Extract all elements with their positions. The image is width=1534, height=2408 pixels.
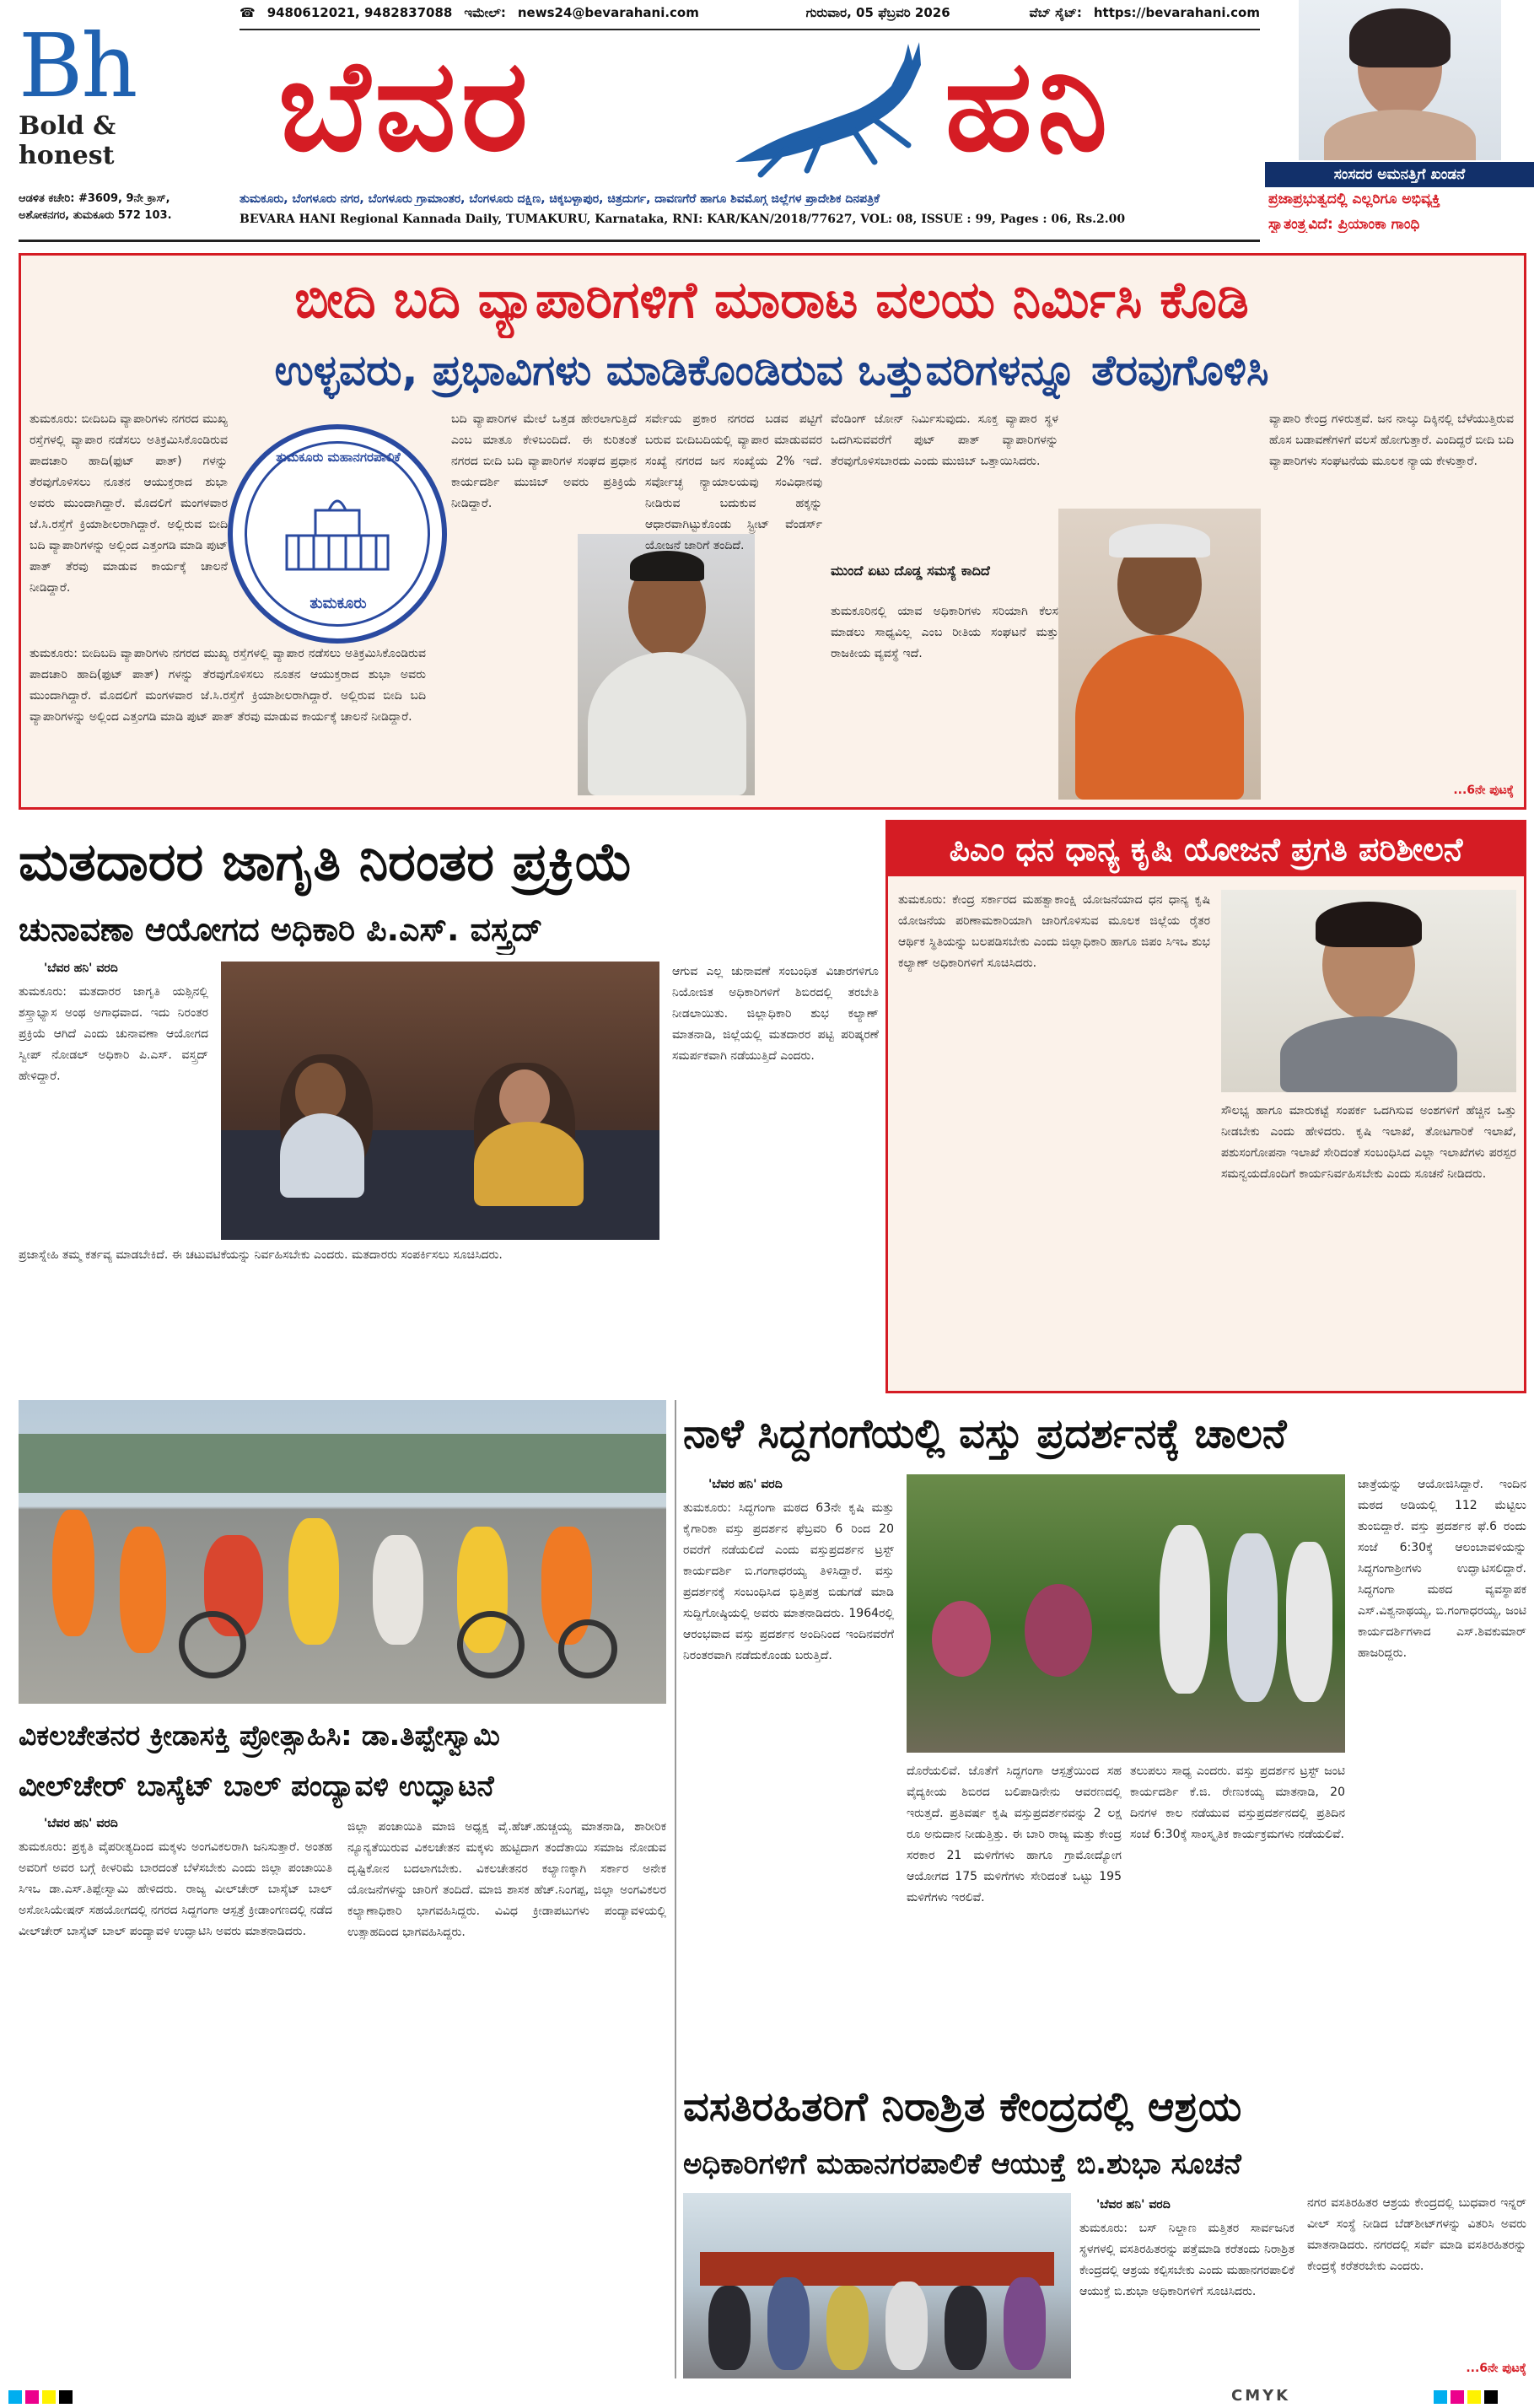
wheelchair-column-1: ತುಮಕೂರು: ಪ್ರಕೃತಿ ವೈಪರೀತ್ಯದಿಂದ ಮಕ್ಕಳು ಅಂಗವಿಕಲರಾಗಿ ಜನಿಸುತ್ತಾರೆ. ಅಂತಹ ಅವರಿಗೆ ಅವರ ಬಗ್ಗೆ ಕೀಳರಿಮೆ ಬಾರದಂತೆ ಬೆಳೆಸಬೇಕು ಎಂದು ಜಿಲ್ಲಾ ಪಂಚಾಯಿತಿ ಸಿಇಒ ಡಾ.ಎಸ್.ತಿಪ್ಪೇಸ್ವಾಮಿ ಹೇಳಿದರು. ರಾಜ್ಯ ವೀಲ್‌ಚೇರ್ ಬಾಸ್ಕೆಟ್ ಬಾಲ್ ಅಸೋಸಿಯೇಷನ್ ಸಹಯೋಗದಲ್ಲಿ ನಗರದ ಸಿದ್ದಗಂಗಾ ಆಸ್ಪತ್ರೆ ಕ್ರೀಡಾಂಗಣದಲ್ಲಿ ನಡೆದ ವೀಲ್‌ಚೇರ್ ಬಾಸ್ಕೆಟ್ ಬಾಲ್ ಪಂದ್ಯಾವಳಿ ಉದ್ಘಾಟಿಸಿ ಅವರು ಮಾತನಾಡಿದರು. <box>19 1840 332 1938</box>
lead-column-4b: ತುಮಕೂರಿನಲ್ಲಿ ಯಾವ ಅಧಿಕಾರಿಗಳು ಸರಿಯಾಗಿ ಕೆಲಸ ಮಾಡಲು ಸಾಧ್ಯವಿಲ್ಲ ಎಂಬ ರೀತಿಯ ಸಂಘಟನೆ ಮತ್ತು ರಾಜಕೀಯ ವ್ಯವಸ್ಥೆ ಇದೆ. <box>831 605 1058 660</box>
shelter-byline: 'ಬೆವರ ಹನಿ' ವರದಿ <box>1096 2198 1171 2211</box>
wheelchair-headline[interactable]: ವಿಕಲಚೇತನರ ಕ್ರೀಡಾಸಕ್ತಿ ಪ್ರೋತ್ಸಾಹಿಸಿ: ಡಾ.ತಿಪ್ಪೇಸ್ವಾಮಿ <box>19 1719 500 1752</box>
wheelchair-subhead: ವೀಲ್‌ಚೇರ್ ಬಾಸ್ಕೆಟ್ ಬಾಲ್ ಪಂದ್ಯಾವಳಿ ಉದ್ಘಾಟನೆ <box>19 1770 494 1803</box>
shelter-column-2: ನಗರ ವಸತಿರಹಿತರ ಆಶ್ರಯ ಕೇಂದ್ರದಲ್ಲಿ ಬುಧವಾರ ಇನ್ನರ್ ವೀಲ್ ಸಂಸ್ಥೆ ನೀಡಿದ ಬೆಡ್‌ಶೀಟ್‌ಗಳನ್ನು ವಿತರಿಸಿ ಅವರು ಮಾತನಾಡಿದರು. ನಗರದಲ್ಲಿ ಸರ್ವೆ ಮಾಡಿ ವಸತಿರಹಿತರನ್ನು ಕೇಂದ್ರಕ್ಕೆ ಕರೆತರಬೇಕು ಎಂದರು. <box>1307 2196 1526 2273</box>
shelter-column-1: ತುಮಕೂರು: ಬಸ್ ನಿಲ್ದಾಣ ಮತ್ತಿತರ ಸಾರ್ವಜನಿಕ ಸ್ಥಳಗಳಲ್ಲಿ ವಸತಿರಹಿತರನ್ನು ಪತ್ತೆಮಾಡಿ ಕರೆತಂದು ನಿರಾಶ್ರಿತ ಕೇಂದ್ರದಲ್ಲಿ ಆಶ್ರಯ ಕಲ್ಪಿಸಬೇಕು ಎಂದು ಮಹಾನಗರಪಾಲಿಕೆ ಆಯುಕ್ತೆ ಬಿ.ಶುಭಾ ಅಧಿಕಾರಿಗಳಿಗೆ ಸೂಚಿಸಿದರು. <box>1079 2222 1294 2298</box>
siddaganga-story[interactable] <box>683 1400 1526 2075</box>
seal-text-top: ತುಮಕೂರು ಮಹಾನಗರಪಾಲಿಕೆ <box>276 450 401 465</box>
address-block <box>19 191 229 224</box>
wheelchair-column-2: ಜಿಲ್ಲಾ ಪಂಚಾಯಿತಿ ಮಾಜಿ ಅಧ್ಯಕ್ಷ ವೈ.ಹೆಚ್.ಹುಚ್ಚಯ್ಯ ಮಾತನಾಡಿ, ಶಾರೀರಿಕ ನ್ಯೂನ್ಯತೆಯಿರುವ ವಿಕಲಚೇತನ ಮಕ್ಕಳು ಹುಟ್ಟಿದಾಗ ತಂದೆತಾಯಿ ಸಮಾಜ ನೋಡುವ ದೃಷ್ಟಿಕೋನ ಬದಲಾಗಬೇಕು. ವಿಕಲಚೇತನರ ಕಲ್ಯಾಣಕ್ಕಾಗಿ ಸರ್ಕಾರ ಅನೇಕ ಯೋಜನೆಗಳನ್ನು ಜಾರಿಗೆ ತಂದಿದೆ. ಮಾಜಿ ಶಾಸಕ ಹೆಚ್.ನಿಂಗಪ್ಪ, ಜಿಲ್ಲಾ ಅಂಗವಿಕಲರ ಕಲ್ಯಾಣಾಧಿಕಾರಿ ಭಾಗವಹಿಸಿದ್ದರು. ವಿವಿಧ ಕ್ರೀಡಾಪಟುಗಳು ಪಂದ್ಯಾವಳಿಯಲ್ಲಿ ಉತ್ಸಾಹದಿಂದ ಭಾಗವಹಿಸಿದ್ದರು. <box>347 1820 666 1939</box>
wheelchair-story[interactable] <box>19 1712 666 2378</box>
voter-byline: 'ಬೆವರ ಹನಿ' ವರದಿ <box>44 962 118 975</box>
deer-logo-icon <box>727 35 938 179</box>
city-corporation-seal <box>228 424 447 644</box>
lead-subhead: ಉಳ್ಳವರು, ಪ್ರಭಾವಿಗಳು ಮಾಡಿಕೊಂಡಿರುವ ಒತ್ತುವರಿಗಳನ್ನೂ ತೆರವುಗೊಳಿಸಿ <box>274 346 1269 395</box>
pm-scheme-headline[interactable]: ಪಿಎಂ ಧನ ಧಾನ್ಯ ಕೃಷಿ ಯೋಜನೆ ಪ್ರಗತಿ ಪರಿಶೀಲನೆ <box>888 822 1524 876</box>
lead-column-2: ಬದಿ ವ್ಯಾಪಾರಿಗಳ ಮೇಲೆ ಒತ್ತಡ ಹೇರಲಾಗುತ್ತಿದೆ ಎಂಬ ಮಾತೂ ಕೇಳಿಬಂದಿದೆ. ಈ ಕುರಿತಂತೆ ನಗರದ ಬೀದಿ ಬದಿ ವ್ಯಾಪಾರಿಗಳ ಸಂಘದ ಪ್ರಧಾನ ಕಾರ್ಯದರ್ಶಿ ಮುಜಿಬ್ ಅವರು ಪ್ರತಿಕ್ರಿಯೆ ನೀಡಿದ್ದಾರೆ. <box>451 412 637 510</box>
voter-column-1: ತುಮಕೂರು: ಮತದಾರರ ಜಾಗೃತಿ ಯಶ್ಸಿನಲ್ಲಿ ಶಸ್ತ್ರಾಭ್ಯಾಸ ಅಂಥ ಅಗಾಧವಾದ. ಇದು ನಿರಂತರ ಪ್ರಕ್ರಿಯೆ ಆಗಿದೆ ಎಂದು ಚುನಾವಣಾ ಆಯೋಗದ ಸ್ವೀಪ್ ನೋಡಲ್ ಅಧಿಕಾರಿ ಪಿ.ಎಸ್. ವಸ್ತ್ರದ್ ಹೇಳಿದ್ದಾರೆ. <box>19 985 208 1083</box>
masthead <box>0 0 1534 245</box>
siddaganga-column-3: ತಲುಪಲು ಸಾಧ್ಯ ಎಂದರು. ವಸ್ತು ಪ್ರದರ್ಶನ ಟ್ರಸ್ಟ್ ಜಂಟಿ ಕಾರ್ಯದರ್ಶಿ ಕೆ.ಜಿ. ರೇಣುಕಯ್ಯ ಮಾತನಾಡಿ, 20 ದಿನಗಳ ಕಾಲ ನಡೆಯುವ ವಸ್ತುಪ್ರದರ್ಶನದಲ್ಲಿ ಪ್ರತಿದಿನ ಸಂಜೆ 6:30ಕ್ಕೆ ಸಾಂಸ್ಕೃತಿಕ ಕಾರ್ಯಕ್ರಮಗಳು ನಡೆಯಲಿವೆ. <box>1130 1764 1345 1841</box>
pm-scheme-photo <box>1221 890 1516 1092</box>
logo-tagline: Bold & honest <box>19 111 116 170</box>
regions-line: ತುಮಕೂರು, ಬೆಂಗಳೂರು ನಗರ, ಬೆಂಗಳೂರು ಗ್ರಾಮಾಂತರ, ಬೆಂಗಳೂರು ದಕ್ಷಿಣ, ಚಿಕ್ಕಬಳ್ಳಾಪುರ, ಚಿತ್ರದುರ್ಗ, ದಾವಣಗೆರೆ ಹಾಗೂ ಶಿವಮೊಗ್ಗ ಜಿಲ್ಲೆಗಳ ಪ್ರಾದೇಶಿಕ ದಿನಪತ್ರಿಕೆ <box>240 192 880 206</box>
seal-building-icon <box>282 485 393 578</box>
contact-bar <box>240 5 1260 27</box>
lead-side-head: ಮುಂದೆ ಏಟು ದೊಡ್ಡ ಸಮಸ್ಯೆ ಕಾದಿದೆ <box>831 563 990 579</box>
pm-scheme-column-1: ತುಮಕೂರು: ಕೇಂದ್ರ ಸರ್ಕಾರದ ಮಹತ್ವಾಕಾಂಕ್ಷಿ ಯೋಜನೆಯಾದ ಧನ ಧಾನ್ಯ ಕೃಷಿ ಯೋಜನೆಯ ಪರಿಣಾಮಕಾರಿಯಾಗಿ ಜಾರಿಗೊಳಿಸುವ ಮೂಲಕ ಜಿಲ್ಲೆಯ ರೈತರ ಆರ್ಥಿಕ ಸ್ಥಿತಿಯನ್ನು ಬಲಪಡಿಸಬೇಕು ಎಂದು ಜಿಲ್ಲಾಧಿಕಾರಿ ಹಾಗೂ ಜಿಪಂ ಸಿಇಒ ಶುಭ ಕಲ್ಯಾಣ್ ಅಧಿಕಾರಿಗಳಿಗೆ ಸೂಚಿಸಿದರು. <box>898 893 1210 970</box>
wheelchair-byline: 'ಬೆವರ ಹನಿ' ವರದಿ <box>44 1817 118 1830</box>
shelter-headline[interactable]: ವಸತಿರಹಿತರಿಗೆ ನಿರಾಶ್ರಿತ ಕೇಂದ್ರದಲ್ಲಿ ಆಶ್ರಯ <box>683 2083 1242 2131</box>
issue-date: ಗುರುವಾರ, 05 ಫೆಬ್ರವರಿ 2026 <box>805 5 950 20</box>
voter-photo <box>221 962 659 1240</box>
lead-column-1b: ತುಮಕೂರು: ಬೀದಿಬದಿ ವ್ಯಾಪಾರಿಗಳು ನಗರದ ಮುಖ್ಯ ರಸ್ತೆಗಳಲ್ಲಿ ವ್ಯಾಪಾರ ನಡೆಸಲು ಅತಿಕ್ರಮಿಸಿಕೊಂಡಿರುವ ಪಾದಚಾರಿ ಹಾದಿ(ಫುಟ್ ಪಾತ್) ಗಳನ್ನು ತೆರವುಗೊಳಿಸಲು ನೂತನ ಆಯುಕ್ತರಾದ ಶುಭಾ ಅವರು ಮುಂದಾಗಿದ್ದಾರೆ. ಮೊದಲಿಗೆ ಮಂಗಳವಾರ ಜೆ.ಸಿ.ರಸ್ತೆಗೆ ಕ್ರಿಯಾಶೀಲರಾಗಿದ್ದಾರೆ. ಅಲ್ಲಿರುವ ಬೀದಿ ಬದಿ ವ್ಯಾಪಾರಿಗಳನ್ನು ಅಲ್ಲಿಂದ ಎತ್ತಂಗಡಿ ಮಾಡಿ ಪುಟ್ ಪಾತ್ ತೆರವು ಮಾಡುವ ಕಾರ್ಯಕ್ಕೆ ಚಾಲನೆ ನೀಡಿದ್ದಾರೆ. <box>30 647 426 724</box>
print-registration-bar <box>0 2385 1534 2408</box>
siddaganga-column-1: ತುಮಕೂರು: ಸಿದ್ಧಗಂಗಾ ಮಠದ 63ನೇ ಕೃಷಿ ಮತ್ತು ಕೈಗಾರಿಕಾ ವಸ್ತು ಪ್ರದರ್ಶನ ಫೆಬ್ರವರಿ 6 ರಿಂದ 20 ರವರೆಗೆ ನಡೆಯಲಿದೆ ಎಂದು ವಸ್ತುಪ್ರದರ್ಶನ ಟ್ರಸ್ಟ್ ಕಾರ್ಯದರ್ಶಿ ಬಿ.ಗಂಗಾಧರಯ್ಯ ತಿಳಿಸಿದ್ದಾರೆ. ವಸ್ತು ಪ್ರದರ್ಶನಕ್ಕೆ ಸಂಬಂಧಿಸಿದ ಭಿತ್ತಿಪತ್ರ ಬಿಡುಗಡೆ ಮಾಡಿ ಸುದ್ದಿಗೋಷ್ಠಿಯಲ್ಲಿ ಅವರು ಮಾತನಾಡಿದರು. 1964ರಲ್ಲಿ ಆರಂಭವಾದ ವಸ್ತು ಪ್ರದರ್ಶನ ಅಂದಿನಿಂದ ಇಂದಿನವರೆಗೆ ನಿರಂತರವಾಗಿ ನಡೆದುಕೊಂಡು ಬರುತ್ತಿದೆ. <box>683 1501 894 1662</box>
promo-line-2: ಸ್ವಾತಂತ್ರ್ಯವಿದೆ: ಪ್ರಿಯಾಂಕಾ ಗಾಂಧಿ <box>1268 216 1420 233</box>
logo-letters: Bh <box>19 14 137 117</box>
website-label: ವೆಬ್ ಸೈಟ್: <box>1029 5 1082 20</box>
address-line-2: ಅಶೋಕನಗರ, ತುಮಕೂರು 572 103. <box>19 209 172 222</box>
lead-headline[interactable]: ಬೀದಿ ಬದಿ ವ್ಯಾಪಾರಿಗಳಿಗೆ ಮಾರಾಟ ವಲಯ ನಿರ್ಮಿಸಿ ಕೊಡಿ <box>294 271 1249 330</box>
shelter-continued[interactable]: ...6ನೇ ಪುಟಕ್ಕೆ <box>1466 2362 1526 2375</box>
lead-story[interactable] <box>19 253 1526 810</box>
phone-icon: ☎ <box>240 5 256 20</box>
voter-story[interactable] <box>19 820 879 1385</box>
siddaganga-column-2: ದೊರೆಯಲಿವೆ. ಜೊತೆಗೆ ಸಿದ್ಧಗಂಗಾ ಆಸ್ಪತ್ರೆಯಿಂದ ಸಹ ವೈದ್ಯಕೀಯ ಶಿಬಿರದ ಬಲಿಪಾಡಿನೇನು ಆವರಣದಲ್ಲಿ ಇರುತ್ತದೆ. ಪ್ರತಿವರ್ಷ ಕೃಷಿ ವಸ್ತುಪ್ರದರ್ಶನವನ್ನು 2 ಲಕ್ಷ ರೂ ಅನುದಾನ ನೀಡುತ್ತಿತ್ತು. ಈ ಬಾರಿ ರಾಜ್ಯ ಮತ್ತು ಕೇಂದ್ರ ಸರಕಾರ 21 ಮಳಿಗೆಗಳು ಹಾಗೂ ಗ್ರಾಮೋದ್ಯೋಗ ಆಯೋಗದ 175 ಮಳಿಗೆಗಳು ಸೇರಿದಂತೆ ಒಟ್ಟು 195 ಮಳಿಗೆಗಳು ಇರಲಿವೆ. <box>907 1764 1122 1904</box>
paper-title-right: ಹನಿ <box>945 33 1113 180</box>
promo-photo <box>1299 0 1501 160</box>
promo-line-1: ಪ್ರಜಾಪ್ರಭುತ್ವದಲ್ಲಿ ಎಲ್ಲರಿಗೂ ಅಭಿವ್ಯಕ್ತಿ <box>1268 191 1440 207</box>
logo <box>19 15 219 175</box>
lead-photo-woman <box>1058 509 1261 800</box>
address-line-1: ಆಡಳಿತ ಕಚೇರಿ: #3609, 9ನೇ ಕ್ರಾಸ್, <box>19 192 170 205</box>
pm-scheme-column-2: ಸೌಲಭ್ಯ ಹಾಗೂ ಮಾರುಕಟ್ಟೆ ಸಂಪರ್ಕ ಒದಗಿಸುವ ಅಂಶಗಳಿಗೆ ಹೆಚ್ಚಿನ ಒತ್ತು ನೀಡಬೇಕು ಎಂದು ಹೇಳಿದರು. ಕೃಷಿ ಇಲಾಖೆ, ತೋಟಗಾರಿಕೆ ಇಲಾಖೆ, ಪಶುಸಂಗೋಪನಾ ಇಲಾಖೆ ಸೇರಿದಂತೆ ಸಂಬಂಧಿಸಿದ ಎಲ್ಲಾ ಇಲಾಖೆಗಳು ಪರಸ್ಪರ ಸಮನ್ವಯದೊಂದಿಗೆ ಕಾರ್ಯನಿರ್ವಹಿಸಬೇಕು ಎಂದು ಸೂಚನೆ ನೀಡಿದರು. <box>1221 1104 1516 1181</box>
voter-headline[interactable]: ಮತದಾರರ ಜಾಗೃತಿ ನಿರಂತರ ಪ್ರಕ್ರಿಯೆ <box>19 831 633 892</box>
lead-column-5: ವ್ಯಾಪಾರಿ ಕೇಂದ್ರ ಗಳಿರುತ್ತವೆ. ಜನ ನಾಲ್ಕು ದಿಕ್ಕಿನಲ್ಲಿ ಬೆಳೆಯುತ್ತಿರುವ ಹೊಸ ಬಡಾವಣೆಗಳಿಗೆ ವಲಸೆ ಹೋಗುತ್ತಾರೆ. ಎಂದಿದ್ದರೆ ಬೀದಿ ಬದಿ ವ್ಯಾಪಾರಿಗಳು ಸಂಘಟನೆಯ ಮೂಲಕ ನ್ಯಾಯ ಕೇಳುತ್ತಾರೆ. <box>1269 412 1514 468</box>
voter-column-2: ಆಗುವ ಎಲ್ಲ ಚುನಾವಣೆ ಸಂಬಂಧಿತ ವಿಚಾರಗಳಿಗೂ ನಿಯೋಜಿತ ಅಧಿಕಾರಿಗಳಿಗೆ ಶಿಬಿರದಲ್ಲಿ ತರಬೇತಿ ನೀಡಲಾಯಿತು. ಜಿಲ್ಲಾಧಿಕಾರಿ ಶುಭ ಕಲ್ಯಾಣ್ ಮಾತನಾಡಿ, ಜಿಲ್ಲೆಯಲ್ಲಿ ಮತದಾರರ ಪಟ್ಟಿ ಪರಿಷ್ಕರಣೆ ಸಮರ್ಪಕವಾಗಿ ನಡೆಯುತ್ತಿದೆ ಎಂದರು. <box>672 965 879 1063</box>
pm-scheme-story[interactable] <box>885 820 1526 1393</box>
siddaganga-headline[interactable]: ನಾಳೆ ಸಿದ್ದಗಂಗೆಯಲ್ಲಿ ವಸ್ತು ಪ್ರದರ್ಶನಕ್ಕೆ ಚಾಲನೆ <box>683 1410 1287 1457</box>
shelter-photo <box>683 2193 1071 2378</box>
promo-box[interactable] <box>1265 0 1534 245</box>
siddaganga-column-4: ಜಾತ್ರೆಯನ್ನು ಆಯೋಜಿಸಿದ್ದಾರೆ. ಇಂದಿನ ಮಠದ ಅಡಿಯಲ್ಲಿ 112 ಮೆಟ್ಟಿಲು ತುಂಬಿದ್ದಾರೆ. ವಸ್ತು ಪ್ರದರ್ಶನ ಫೆ.6 ರಂದು ಸಂಜೆ 6:30ಕ್ಕೆ ಆಲಂಬಾವಳಿಯನ್ನು ಸಿದ್ಧಗಂಗಾಶ್ರೀಗಳು ಉದ್ಘಾಟಿಸಲಿದ್ದಾರೆ. ಸಿದ್ಧಗಂಗಾ ಮಠದ ವ್ಯವಸ್ಥಾಪಕ ಎಸ್.ವಿಶ್ವನಾಥಯ್ಯ, ಬಿ.ಗಂಗಾಧರಯ್ಯ, ಜಂಟಿ ಕಾರ್ಯದರ್ಶಿಗಳಾದ ಎಸ್.ಶಿವಕುಮಾರ್ ಹಾಜರಿದ್ದರು. <box>1358 1478 1526 1660</box>
siddaganga-photo <box>907 1474 1345 1753</box>
seal-text-bottom: ತುಮಕೂರು <box>309 595 367 612</box>
lead-column-1: ತುಮಕೂರು: ಬೀದಿಬದಿ ವ್ಯಾಪಾರಿಗಳು ನಗರದ ಮುಖ್ಯ ರಸ್ತೆಗಳಲ್ಲಿ ವ್ಯಾಪಾರ ನಡೆಸಲು ಅತಿಕ್ರಮಿಸಿಕೊಂಡಿರುವ ಪಾದಚಾರಿ ಹಾದಿ(ಫುಟ್ ಪಾತ್) ಗಳನ್ನು ತೆರವುಗೊಳಿಸಲು ನೂತನ ಆಯುಕ್ತರಾದ ಶುಭಾ ಅವರು ಮುಂದಾಗಿದ್ದಾರೆ. ಮೊದಲಿಗೆ ಮಂಗಳವಾರ ಜೆ.ಸಿ.ರಸ್ತೆಗೆ ಕ್ರಿಯಾಶೀಲರಾಗಿದ್ದಾರೆ. ಅಲ್ಲಿರುವ ಬೀದಿ ಬದಿ ವ್ಯಾಪಾರಿಗಳನ್ನು ಅಲ್ಲಿಂದ ಎತ್ತಂಗಡಿ ಮಾಡಿ ಪುಟ್ ಪಾತ್ ತೆರವು ಮಾಡುವ ಕಾರ್ಯಕ್ಕೆ ಚಾಲನೆ ನೀಡಿದ್ದಾರೆ. <box>30 412 228 595</box>
paper-title-left: ಬೆವರ <box>278 33 534 180</box>
registration-line: BEVARA HANI Regional Kannada Daily, TUMAKURU, Karnataka, RNI: KAR/KAN/2018/77627, VOL: 08, ISSUE : 99, Pages : 06, Rs.2.00 <box>240 213 1126 226</box>
voter-subhead: ಚುನಾವಣಾ ಆಯೋಗದ ಅಧಿಕಾರಿ ಪಿ.ಎಸ್. ವಸ್ತ್ರದ್ <box>19 911 543 948</box>
email-label: ಇಮೇಲ್: <box>464 5 506 20</box>
wheelchair-photo <box>19 1400 666 1704</box>
website-link[interactable]: https://bevarahani.com <box>1093 5 1260 20</box>
shelter-subhead: ಅಧಿಕಾರಿಗಳಿಗೆ ಮಹಾನಗರಪಾಲಿಕೆ ಆಯುಕ್ತೆ ಬಿ.ಶುಭಾ ಸೂಚನೆ <box>683 2147 1241 2181</box>
promo-title-bar: ಸಂಸದರ ಅಮನತ್ತಿಗೆ ಖಂಡನೆ <box>1265 162 1534 187</box>
lead-continued[interactable]: ...6ನೇ ಪುಟಕ್ಕೆ <box>1453 784 1514 797</box>
contact-email[interactable]: news24@bevarahani.com <box>517 5 699 20</box>
shelter-story[interactable] <box>683 2075 1526 2378</box>
voter-under-photo: ಪ್ರಜಾಸ್ನೇಹಿ ತಮ್ಮ ಕರ್ತವ್ಯ ಮಾಡಬೇಕಿದೆ. ಈ ಚಟುವಟಿಕೆಯನ್ನು ನಿರ್ವಹಿಸಬೇಕು ಎಂದರು. ಮತದಾರರು ಸಂಪರ್ಕಿಸಲು ಸೂಚಿಸಿದರು. <box>19 1248 503 1262</box>
lead-column-3: ಸರ್ವೇಯ ಪ್ರಕಾರ ನಗರದ ಬಡವ ಪಟ್ಟಿಗೆ ಬರುವ ಬೀದಿಬದಿಯಲ್ಲಿ ವ್ಯಾಪಾರ ಮಾಡುವವರ ಸಂಖ್ಯೆ ನಗರದ ಜನ ಸಂಖ್ಯೆಯ 2% ಇದೆ. ಸರ್ವೋಚ್ಛ ನ್ಯಾಯಾಲಯವು ಸಂವಿಧಾನವು ನೀಡಿರುವ ಬದುಕುವ ಹಕ್ಕನ್ನು ಆಧಾರವಾಗಿಟ್ಟುಕೊಂಡು ಸ್ಟ್ರೀಟ್ ವೆಂಡರ್ಸ್ ಯೋಜನೆ ಜಾರಿಗೆ ತಂದಿದೆ. <box>645 412 822 552</box>
contact-phone: 9480612021, 9482837088 <box>266 5 453 20</box>
siddaganga-byline: 'ಬೆವರ ಹನಿ' ವರದಿ <box>708 1478 783 1491</box>
lead-column-4: ವೆಂಡಿಂಗ್ ಜೋನ್ ನಿರ್ಮಿಸುವುದು. ಸೂಕ್ತ ವ್ಯಾಪಾರ ಸ್ಥಳ ಒದಗಿಸುವವರೆಗೆ ಪುಟ್ ಪಾತ್ ವ್ಯಾಪಾರಿಗಳನ್ನು ತೆರವುಗೊಳಿಸಬಾರದು ಎಂದು ಮುಜಿಬ್ ಒತ್ತಾಯಿಸಿದರು. <box>831 412 1058 468</box>
cmyk-mark: CMYK <box>1231 2387 1291 2405</box>
